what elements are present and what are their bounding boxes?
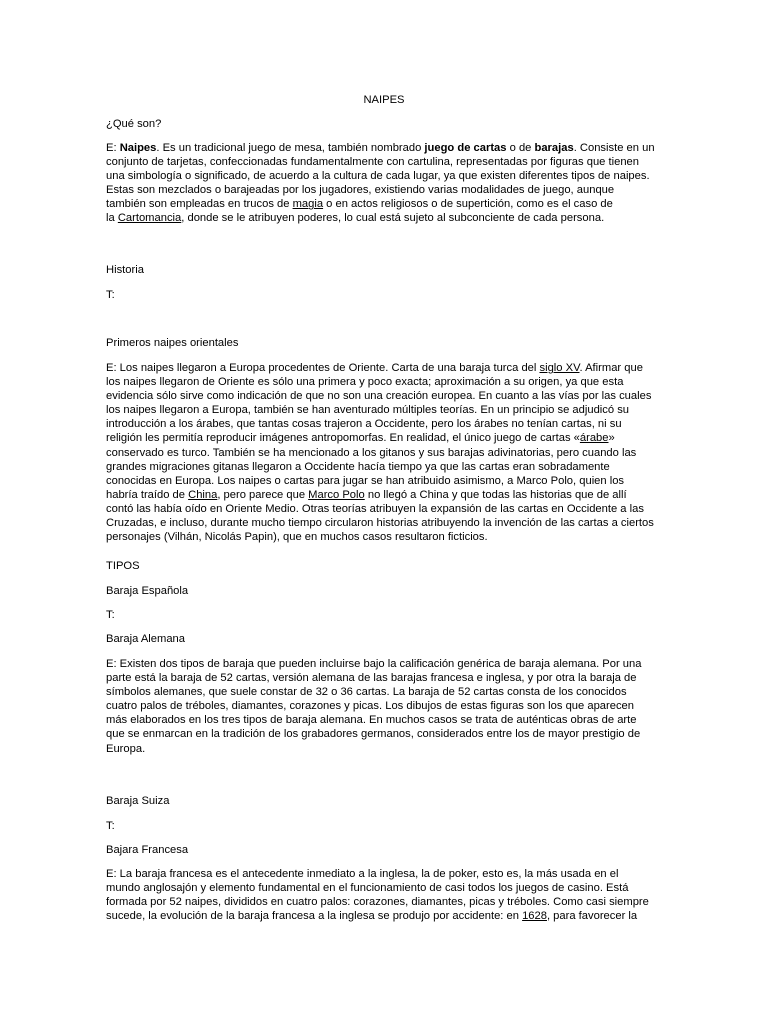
text-line: la Cartomancia, donde se le atribuyen poderes, lo cual está sujeto al subconciente de cada persona. bbox=[106, 212, 605, 225]
text-line: mundo anglosajón y elemento fundamental en el funcionamiento de casi todos los juegos de casino. Está bbox=[106, 882, 629, 895]
text-line: también son empleadas en trucos de magia o en actos religiosos o de supertición, como es el caso de bbox=[106, 198, 613, 211]
heading-historia: Historia bbox=[106, 264, 144, 276]
suiza-t: T: bbox=[106, 820, 115, 832]
link-siglo-xv[interactable]: siglo XV bbox=[539, 362, 580, 374]
link-magia[interactable]: magia bbox=[292, 198, 324, 211]
heading-baraja-suiza: Baraja Suiza bbox=[106, 795, 170, 807]
text-line: conservado es turco. También se ha mencionado a los gitanos y sus barajas adivinatorias, pero cuando las bbox=[106, 446, 637, 459]
text-line: símbolos alemanes, que suele constar de 32 o 36 cartas. La baraja de 52 cartas consta de los conocidos bbox=[106, 686, 627, 699]
text-line: religión les permitía reproducir imágenes antropomorfas. En realidad, el único juego de cartas «árabe» bbox=[106, 432, 615, 445]
text-line: formada por 52 naipes, divididos en cuatro palos: corazones, diamantes, picas y tréboles. Como casi siempre bbox=[106, 896, 649, 909]
text-line: habría traído de China, pero parece que Marco Polo no llegó a China y que todas las historias que de allí bbox=[106, 488, 627, 501]
text-line: E: Los naipes llegaron a Europa procedentes de Oriente. Carta de una baraja turca del siglo XV. Afirmar que bbox=[106, 362, 643, 374]
bold-juego-de-cartas: juego de cartas bbox=[424, 142, 507, 154]
text-line: evidencia sólo sirve como indicación de que no son una creación europea. En cuanto a las vías por las cuales bbox=[106, 390, 652, 403]
bold-barajas: barajas bbox=[534, 142, 574, 154]
link-marco-polo[interactable]: Marco Polo bbox=[308, 488, 365, 501]
text-line: conocidas en Europa. Los naipes o cartas para jugar se han atribuido asimismo, a Marco Polo, quien los bbox=[106, 474, 625, 487]
link-1628[interactable]: 1628 bbox=[522, 910, 547, 923]
text-line: parte está la baraja de 52 cartas, versión alemana de las barajas francesa e inglesa, y por otra la baraja de bbox=[106, 672, 637, 685]
text-line: los naipes llegaron de Oriente es sólo una primera y poco exacta; aproximación a su origen, ya que esta bbox=[106, 376, 624, 389]
document-title: NAIPES bbox=[363, 94, 405, 106]
text-line: personajes (Vilhán, Nicolás Papin), que en muchos casos resultaron ficticios. bbox=[106, 531, 488, 544]
espanola-t: T: bbox=[106, 609, 115, 621]
text-line: E: La baraja francesa es el antecedente inmediato a la inglesa, la de poker, esto es, la más usada en el bbox=[106, 868, 619, 880]
link-china[interactable]: China bbox=[188, 488, 218, 501]
text-line: E: Naipes. Es un tradicional juego de mesa, también nombrado juego de cartas o de barajas. Consiste en un bbox=[106, 142, 655, 154]
link-arabe[interactable]: árabe bbox=[579, 432, 609, 445]
bold-naipes: Naipes bbox=[119, 142, 157, 154]
text-line: que se enmarcan en la tradición de los grabadores germanos, considerados entre los de mayor prestigio de bbox=[106, 728, 641, 741]
paragraph-orientales bbox=[106, 361, 666, 544]
text-line: Estas son mezclados o barajeadas por los jugadores, existiendo varias modalidades de juego, aunque bbox=[106, 184, 615, 197]
text-line: E: Existen dos tipos de baraja que pueden incluirse bajo la calificación genérica de baraja alemana. Por una bbox=[106, 658, 642, 670]
text-line: los naipes llegaron a Europa, también se han aventurado múltiples teorías. En un principio se adjudicó su bbox=[106, 404, 630, 417]
text-line: contó las había oído en Oriente Medio. Otras teorías atribuyen la expansión de las cartas en Occidente a las bbox=[106, 502, 644, 515]
text-line: más elaborados en los tres tipos de baraja alemana. En muchos casos se trata de auténticas obras de arte bbox=[106, 714, 637, 727]
heading-primeros-naipes-orientales: Primeros naipes orientales bbox=[106, 337, 239, 349]
text-line: cuatro palos de tréboles, diamantes, corazones y picas. Los dibujos de estas figuras son los que aparecen bbox=[106, 700, 634, 713]
heading-baraja-alemana: Baraja Alemana bbox=[106, 633, 185, 645]
heading-que-son: ¿Qué son? bbox=[106, 118, 162, 130]
text-line: grandes migraciones gitanas llegaron a Occidente hacía tiempo ya que las cartas eran sobradamente bbox=[106, 460, 610, 473]
text-line: una simbología o significado, de acuerdo a la cultura de cada lugar, ya que existen diferentes tipos de naipes. bbox=[106, 170, 650, 183]
text-line: introducción a los árabes, que tantas cosas trajeron a Occidente, pero los árabes no tenían cartas, ni su bbox=[106, 418, 622, 431]
paragraph-que-son bbox=[106, 141, 666, 226]
text-line: sucede, la evolución de la baraja francesa a la inglesa se produjo por accidente: en 1628, para favorecer la bbox=[106, 910, 638, 923]
heading-baraja-espanola: Baraja Española bbox=[106, 585, 189, 597]
heading-tipos: TIPOS bbox=[106, 560, 140, 572]
text-line: Cruzadas, e incluso, durante mucho tiempo circularon historias atribuyendo la invención de las cartas a ciertos bbox=[106, 517, 654, 530]
heading-bajara-francesa: Bajara Francesa bbox=[106, 844, 189, 856]
text-line: Europa. bbox=[106, 742, 146, 755]
link-cartomancia[interactable]: Cartomancia bbox=[117, 212, 182, 225]
paragraph-alemana bbox=[106, 657, 666, 756]
paragraph-francesa bbox=[106, 867, 666, 923]
text-line: conjunto de tarjetas, confeccionadas fundamentalmente con cartulina, representadas por figuras que tienen bbox=[106, 156, 639, 169]
historia-t: T: bbox=[106, 289, 115, 301]
